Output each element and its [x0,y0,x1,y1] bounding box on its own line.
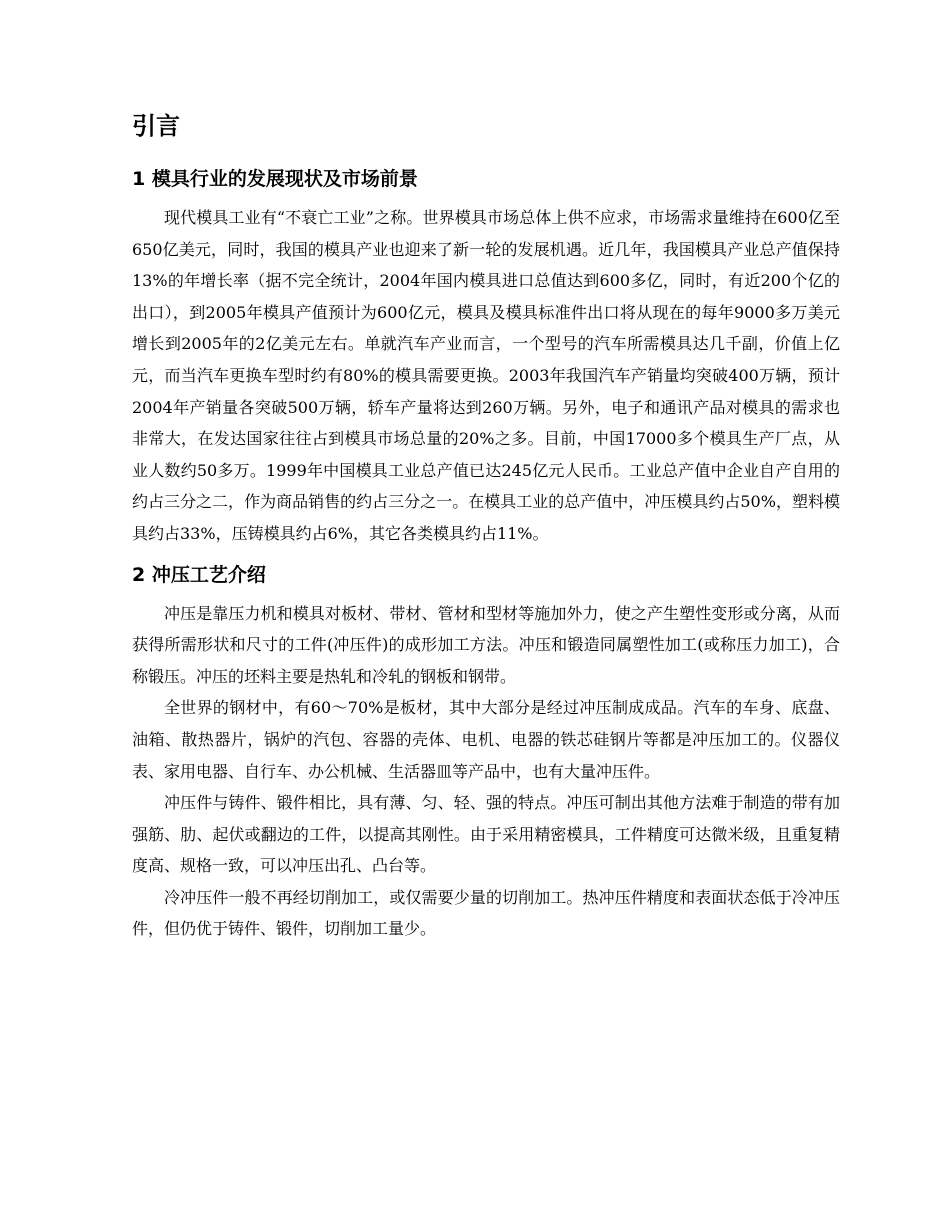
document-title: 引言 [132,112,180,140]
section-heading-industry: 1 模具行业的发展现状及市场前景 [132,168,418,190]
paragraph: 冲压是靠压力机和模具对板材、带材、管材和型材等施加外力，使之产生塑性变形或分离，从而获得所需形状和尺寸的工件(冲压件)的成形加工方法。冲压和锻造同属塑性加工(或称压力加工)，合称锻压。冲压的坯料主要是热轧和冷轧的钢板和钢带。 [132,603,840,686]
paragraph: 冷冲压件一般不再经切削加工，或仅需要少量的切削加工。热冲压件精度和表面状态低于冷冲压件，但仍优于铸件、锻件，切削加工量少。 [132,887,840,939]
document-page [132,108,840,945]
section-heading-stamping: 2 冲压工艺介绍 [132,563,266,586]
paragraph: 冲压件与铸件、锻件相比，具有薄、匀、轻、强的特点。冲压可制出其他方法难于制造的带有加强筋、肋、起伏或翻边的工件，以提高其刚性。由于采用精密模具，工件精度可达微米级，且重复精度高、规格一致，可以冲压出孔、凸台等。 [132,793,840,876]
paragraph: 全世界的钢材中，有60～70%是板材，其中大部分是经过冲压制成成品。汽车的车身、底盘、油箱、散热器片，锅炉的汽包、容器的壳体、电机、电器的铁芯硅钢片等都是冲压加工的。仪器仪表、家用电器、自行车、办公机械、生活器皿等产品中，也有大量冲压件。 [132,698,840,781]
paragraph: 现代模具工业有“不衰亡工业”之称。世界模具市场总体上供不应求，市场需求量维持在600亿至650亿美元，同时，我国的模具产业也迎来了新一轮的发展机遇。近几年，我国模具产业总产值保持13%的年增长率（据不完全统计，2004年国内模具进口总值达到600多亿，同时，有近200个亿的出口），到2005年模具产值预计为600亿元，模具及模具标准件出口将从现在的每年9000多万美元增长到2005年的2亿美元左右。单就汽车产业而言，一个型号的汽车所需模具达几千副，价值上亿元，而当汽车更换车型时约有80%的模具需要更换。2003年我国汽车产销量均突破400万辆，预计2004年产销量各突破500万辆，轿车产量将达到260万辆。另外，电子和通讯产品对模具的需求也非常大，在发达国家往往占到模具市场总量的20%之多。目前，中国17000多个模具生产厂点，从业人数约50多万。1999年中国模具工业总产值已达245亿元人民币。工业总产值中企业自产自用的约占三分之二，作为商品销售的约占三分之一。在模具工业的总产值中，冲压模具约占50%，塑料模具约占33%，压铸模具约占6%，其它各类模具约占11%。 [132,208,840,543]
